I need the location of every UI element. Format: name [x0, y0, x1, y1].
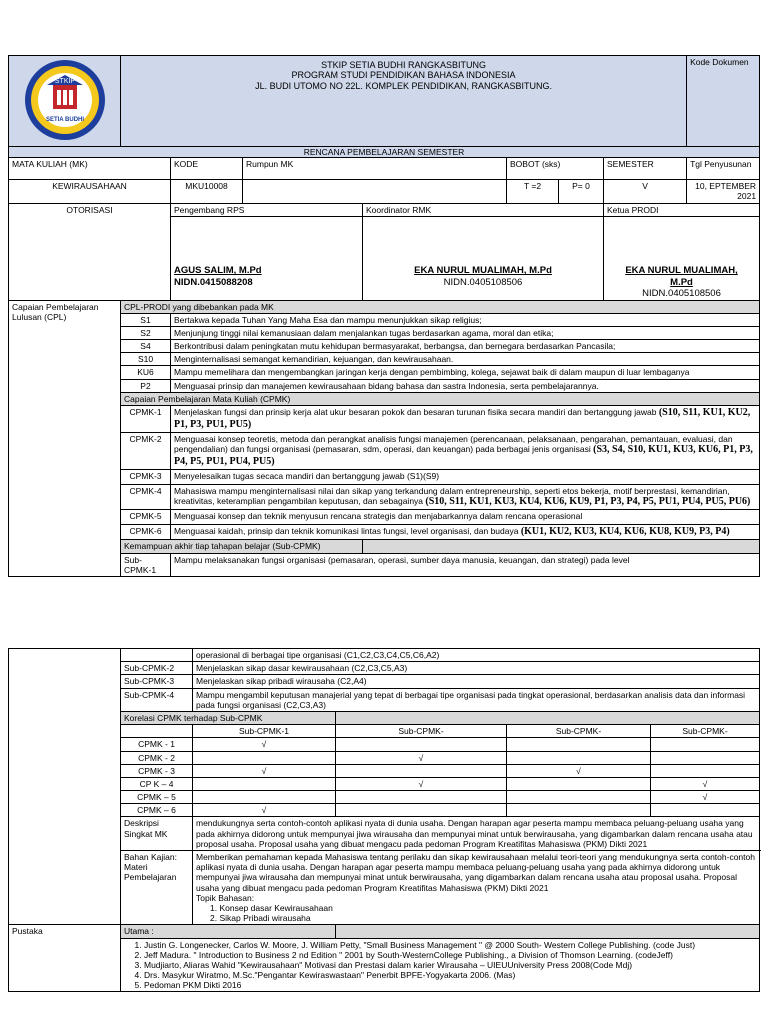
subcpmk-code: Sub-CPMK-1	[121, 553, 171, 576]
korelasi-cell	[336, 764, 507, 777]
pustaka-list	[124, 940, 756, 991]
topik-item: 1. Konsep dasar Kewirausahaan	[210, 902, 333, 913]
mk-value: KEWIRAUSAHAAN	[9, 180, 171, 204]
korelasi-header: Korelasi CPMK terhadap Sub-CPMK	[121, 711, 336, 724]
subcpmk-text: Mampu mengambil keputusan manajerial yang tepat di berbagai tipe organisasi pada tingkat operasional, berdasarkan analisis data dan informasi pada fungsi organisasi (C2,C3,A3)	[193, 688, 760, 711]
rumpun-value	[243, 180, 507, 204]
cpl-text: Menguasai prinsip dan manajemen kewirausahaan bidang bahasa dan sastra Indonesia, serta pembelajarannya.	[171, 379, 760, 392]
cpl-text: Menjunjung tinggi nilai kemanusiaan dalam menjalankan tugas berdasarkan agama, moral dan etika;	[171, 326, 760, 339]
korelasi-cell: √	[651, 777, 760, 790]
semester-label: SEMESTER	[604, 158, 687, 180]
cpmk-text: Menguasai konsep dan teknik menyusun rencana strategis dan menjabarkannya dalam rencana operasional	[171, 510, 760, 525]
cpmk-code: CPMK-2	[121, 433, 171, 470]
korelasi-cell: √	[193, 764, 336, 777]
logo-cell	[9, 56, 121, 147]
institution-address: JL. BUDI UTOMO NO 22L. KOMPLEK PENDIDIKAN, RANGKASBITUNG.	[255, 80, 552, 91]
cpl-code: S10	[121, 353, 171, 366]
koordinator-label: Koordinator RMK	[363, 204, 603, 217]
logo-text-bottom: SETIA BUDHI	[45, 117, 84, 123]
cpl-code: S1	[121, 313, 171, 326]
ketua-label: Ketua PRODI	[604, 204, 759, 217]
korelasi-cell	[507, 791, 651, 804]
korelasi-cell	[507, 804, 651, 817]
korelasi-col-header: Sub-CPMK-	[336, 725, 507, 738]
korelasi-cell: √	[193, 804, 336, 817]
subcpmk-text: Mampu melaksanakan fungsi organisasi (pemasaran, operasi, sumber daya manusia, keuangan, dan strategi) pada level	[171, 553, 760, 576]
korelasi-row-label: CPMK – 6	[121, 804, 193, 817]
bobot-t-value: T =2	[507, 180, 559, 204]
tgl-value: 10, EPTEMBER 2021	[687, 180, 760, 204]
deskripsi-label: Deskripsi Singkat MK	[121, 817, 193, 851]
korelasi-cell	[507, 777, 651, 790]
pustaka-label: Pustaka	[9, 925, 121, 992]
subcpmk-text: Menjelaskan sikap dasar kewirausahaan (C2,C3,C5,A3)	[193, 662, 760, 675]
bobot-label: BOBOT (sks)	[507, 158, 604, 180]
cpl-text: Bertakwa kepada Tuhan Yang Maha Esa dan mampu menunjukkan sikap religius;	[171, 313, 760, 326]
rumpun-label: Rumpun MK	[243, 158, 507, 180]
cpl-code: P2	[121, 379, 171, 392]
kode-label: KODE	[171, 158, 243, 180]
rps-title: RENCANA PEMBELAJARAN SEMESTER	[9, 147, 760, 158]
subcpmk-code: Sub-CPMK-4	[121, 688, 193, 711]
korelasi-cell	[651, 751, 760, 764]
korelasi-cell: √	[507, 764, 651, 777]
bahan-text: Memberikan pemahaman kepada Mahasiswa tentang perilaku dan sikap kewirausahaan melalui teori-teori yang mendukungnya serta contoh-contoh aplikasi nyata di dunia usaha. Dengan harapan agar peserta mampu membaca peluang-peluang usaha yang pada akhirnya didorong untuk mempunyai jiwa wirausaha dan mempunyai minat untuk berwirausaha, yang digambarkan dalam rencana usaha atau proposal usaha. Proposal usaha yang dibuat mengacu pada pedoman Program Kreatifitas Mahasiswa (PKM) Dikti 2021	[196, 852, 755, 893]
pustaka-item: 2. Jeff Madura. " Introduction to Business 2 nd Edition " 2001 by South-WesternCollege Publishing., a Division of Thomson Learning. (codeJeff)	[144, 950, 756, 960]
rps-table-page-2	[8, 648, 760, 992]
koordinator-cell	[363, 204, 604, 300]
cpmk-text: Menjelaskan fungsi dan prinsip kerja alat ukur besaran pokok dan besaran turunan fisika secara mandiri dan bertanggung jawab (S10, S11, KU1, KU2, P1, P3, PU1, PU5)	[171, 406, 760, 433]
koordinator-nidn: NIDN.0405108506	[443, 276, 523, 288]
pustaka-item: 4. Drs. Masykur Wiratmo, M.Sc."Pengantar Kewiraswastaan" Penerbit BPFE-Yogyakarta 2006. (Mas)	[144, 970, 756, 980]
korelasi-col-header: Sub-CPMK-1	[193, 725, 336, 738]
korelasi-cell: √	[193, 738, 336, 751]
koordinator-name: EKA NURUL MUALIMAH, M.Pd	[414, 265, 552, 277]
mk-label: MATA KULIAH (MK)	[9, 158, 171, 180]
korelasi-cell	[336, 738, 507, 751]
korelasi-cell	[651, 804, 760, 817]
topik-item: 2. Sikap Pribadi wirausaha	[210, 913, 311, 924]
deskripsi-text: mendukungnya serta contoh-contoh aplikasi nyata di dunia usaha. Dengan harapan agar peserta mampu membaca peluang-peluang usaha yang pada akhirnya didorong untuk mempunyai jiwa wirausaha dan mempunyai minat untuk berwirausaha, yang digambarkan dalam rencana usaha atau proposal usaha. Proposal usaha yang dibuat mengacu pada pedoman Program Kreatifitas Mahasiswa (PKM) Dikti 2021	[193, 817, 760, 851]
korelasi-cell	[507, 751, 651, 764]
subcpmk-code: Sub-CPMK-3	[121, 675, 193, 688]
cpl-text: Mampu memelihara dan mengembangkan jaringan kerja dengan pembimbing, kolega, sejawat baik di dalam maupun di luar lembaganya	[171, 366, 760, 379]
cpmk-code: CPMK-3	[121, 470, 171, 485]
cpmk-code: CPMK-6	[121, 525, 171, 540]
pustaka-item: 1. Justin G. Longenecker, Carlos W. Moore, J. William Petty, "Small Business Management " @ 2000 South- Western College Publishing. (code Just)	[144, 940, 756, 950]
subcpmk1-cont: operasional di berbagai tipe organisasi (C1,C2,C3,C4,C5,C6,A2)	[193, 649, 760, 662]
cpmk-text: Menguasai konsep teoretis, metoda dan perangkat analisis fungsi manajemen (perencanaan, pelaksanaan, pengarahan, pemantauan, evaluasi, dan pengendalian) dan fungsi organisasi (pemasaran, sdm, operasi, dan keuangan) pada berbagai jenis organisasi (S3, S4, S10, KU1, KU3, KU6, P1, P3, P4, P5, PU1, PU4, PU5)	[171, 433, 760, 470]
korelasi-row-label: CPMK - 3	[121, 764, 193, 777]
cpmk-text: Menguasai kaidah, prinsip dan teknik komunikasi lintas fungsi, level organisasi, dan budaya (KU1, KU2, KU3, KU4, KU6, KU8, KU9, P3, P4)	[171, 525, 760, 540]
korelasi-cell: √	[336, 751, 507, 764]
cpl-code: S4	[121, 340, 171, 353]
korelasi-cell	[193, 791, 336, 804]
korelasi-col-header: Sub-CPMK-	[651, 725, 760, 738]
cpmk-header: Capaian Pembelajaran Mata Kuliah (CPMK)	[121, 392, 760, 405]
program-name: PROGRAM STUDI PENDIDIKAN BAHASA INDONESIA	[291, 70, 516, 81]
utama-blank	[336, 925, 760, 938]
kode-value: MKU10008	[171, 180, 243, 204]
ketua-cell	[604, 204, 760, 300]
korelasi-row-label: CPMK - 2	[121, 751, 193, 764]
korelasi-cell	[651, 764, 760, 777]
bahan-label: Bahan Kajian: Materi Pembelajaran	[121, 851, 193, 925]
cpmk-code: CPMK-1	[121, 406, 171, 433]
korelasi-corner	[121, 725, 193, 738]
korelasi-row-label: CPMK – 5	[121, 791, 193, 804]
korelasi-cell: √	[651, 791, 760, 804]
subcpmk-code: Sub-CPMK-2	[121, 662, 193, 675]
topik-label: Topik Bahasan:	[196, 892, 255, 903]
cpmk-code: CPMK-5	[121, 510, 171, 525]
bahan-cell	[193, 851, 760, 925]
cpl-label: Capaian Pembelajaran Lulusan (CPL)	[9, 300, 121, 576]
cpl-text: Berkontribusi dalam peningkatan mutu kehidupan bermasyarakat, berbangsa, dan bernegara berdasarkan Pancasila;	[171, 340, 760, 353]
institution-name: STKIP SETIA BUDHI RANGKASBITUNG	[321, 60, 486, 70]
pustaka-item: 3. Mudjiarto, Aliaras Wahid "Kewirausahaan" Motivasi dan Prestasi dalam karier Wirausaha – UIEUUniversity Press 2008(Code Mdj)	[144, 960, 756, 970]
korelasi-header-blank	[336, 711, 760, 724]
korelasi-cell	[193, 751, 336, 764]
pengembang-label: Pengembang RPS	[171, 204, 362, 217]
cpl-text: Menginternalisasi semangat kemandirian, kejuangan, dan kewirausahaan.	[171, 353, 760, 366]
cpl-label-cont	[9, 649, 121, 925]
institution-logo	[17, 57, 113, 143]
cpmk-text: Mahasiswa mampu menginternalisasi nilai dan sikap yang terkandung dalam entrepreneurship, seperti etos bekerja, motif berprestasi, kemandirian, kreativitas, keteramplian pengambilan keputusan, dan sebagainya (S10, S11, KU1, KU3, KU4, KU6, KU9, P1, P3, P4, P5, PU1, PU4, PU5, PU6)	[171, 485, 760, 510]
cpl-prodi-header: CPL-PRODI yang dibebankan pada MK	[121, 300, 760, 313]
pustaka-item: 5. Pedoman PKM Dikti 2016	[144, 980, 756, 990]
korelasi-row-label: CPMK - 1	[121, 738, 193, 751]
korelasi-cell	[651, 738, 760, 751]
subcpmk-header-blank	[363, 540, 760, 553]
cpmk-text: Menyelesaikan tugas secaca mandiri dan bertanggung jawab (S1)(S9)	[171, 470, 760, 485]
cpmk-code: CPMK-4	[121, 485, 171, 510]
semester-value: V	[604, 180, 687, 204]
subcpmk-header: Kemampuan akhir tiap tahapan belajar (Sub-CPMK)	[121, 540, 363, 553]
pengembang-cell	[171, 204, 363, 300]
institution-header	[121, 56, 687, 147]
korelasi-row-label: CP K – 4	[121, 777, 193, 790]
logo-text-top: STKIP	[54, 78, 75, 85]
pengembang-nidn: NIDN.0415088208	[174, 276, 253, 288]
tgl-label: Tgl Penyusunan	[687, 158, 760, 180]
pustaka-list-cell	[121, 938, 760, 992]
subcpmk-code-cont	[121, 649, 193, 662]
korelasi-cell	[507, 738, 651, 751]
utama-label: Utama :	[121, 925, 336, 938]
subcpmk-text: Menjelaskan sikap pribadi wirausaha (C2,A4)	[193, 675, 760, 688]
korelasi-cell	[336, 804, 507, 817]
cpl-code: S2	[121, 326, 171, 339]
korelasi-cell	[193, 777, 336, 790]
korelasi-col-header: Sub-CPMK-	[507, 725, 651, 738]
korelasi-cell: √	[336, 777, 507, 790]
ketua-nidn: NIDN.0405108506	[642, 288, 721, 300]
cpl-code: KU6	[121, 366, 171, 379]
korelasi-cell	[336, 791, 507, 804]
doc-code-label: Kode Dokumen	[687, 56, 760, 147]
bobot-p-value: P= 0	[559, 180, 604, 204]
ketua-name-line1: EKA NURUL MUALIMAH,	[625, 265, 738, 277]
pengembang-name: AGUS SALIM, M.Pd	[174, 265, 262, 277]
otorisasi-label: OTORISASI	[9, 204, 171, 300]
rps-table-page-1	[8, 55, 760, 577]
ketua-name-line2: M.Pd	[670, 276, 693, 288]
